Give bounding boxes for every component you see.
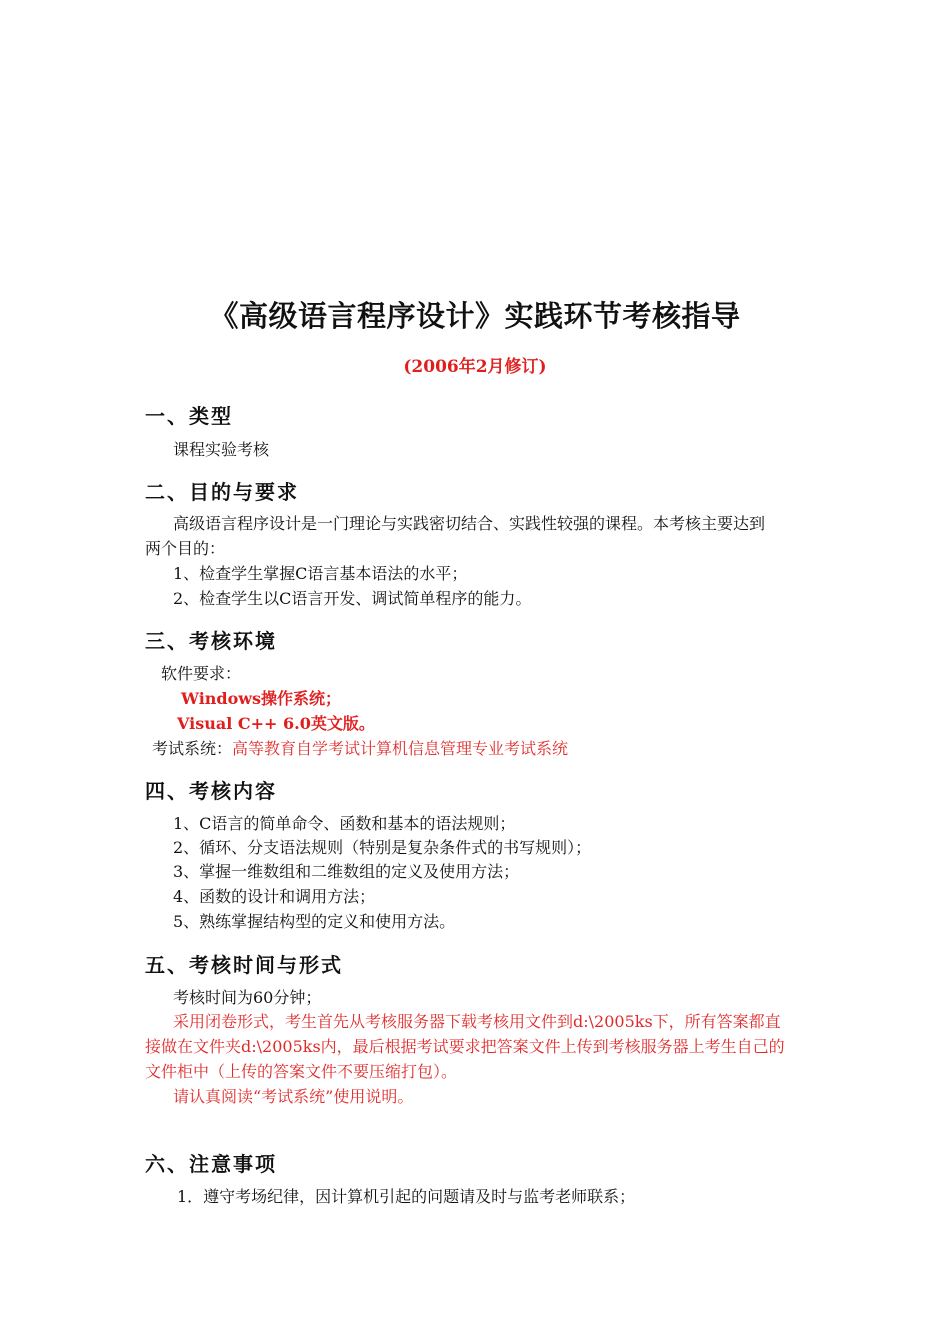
read-instructions: 请认真阅读“考试系统”使用说明。 xyxy=(173,1087,414,1106)
purpose-intro-line2: 两个目的： xyxy=(145,539,226,558)
purpose-item: 1、检查学生掌握C语言基本语法的水平； xyxy=(173,564,468,583)
content-item: 2、循环、分支语法规则（特别是复杂条件式的书写规则）； xyxy=(173,838,592,857)
section-heading-notes: 六、注意事项 xyxy=(145,1152,277,1176)
content-item: 3、掌握一维数组和二维数组的定义及使用方法； xyxy=(173,862,520,881)
exam-system-label: 考试系统： xyxy=(152,739,233,758)
os-requirement: Windows操作系统； xyxy=(181,689,342,708)
purpose-item: 2、检查学生以C语言开发、调试简单程序的能力。 xyxy=(173,589,532,608)
section-heading-content: 四、考核内容 xyxy=(145,779,277,803)
software-label: 软件要求： xyxy=(161,664,242,683)
section-heading-type: 一、类型 xyxy=(145,404,233,428)
document-title: 《高级语言程序设计》实践环节考核指导 xyxy=(209,299,741,333)
exam-system-value: 高等教育自学考试计算机信息管理专业考试系统 xyxy=(232,739,569,758)
notes-item: 1．遵守考场纪律，因计算机引起的问题请及时与监考老师联系； xyxy=(177,1187,636,1206)
exam-system-line xyxy=(152,737,568,761)
purpose-intro-line1: 高级语言程序设计是一门理论与实践密切结合、实践性较强的课程。本考核主要达到 xyxy=(173,514,766,533)
content-item: 1、C语言的简单命令、函数和基本的语法规则； xyxy=(173,814,516,833)
section-heading-purpose: 二、目的与要求 xyxy=(145,480,299,504)
exam-duration: 考核时间为60分钟； xyxy=(173,988,322,1007)
content-item: 5、熟练掌握结构型的定义和使用方法。 xyxy=(173,912,456,931)
exam-format-line1: 采用闭卷形式，考生首先从考核服务器下载考核用文件到d:\2005ks下，所有答案都直 xyxy=(173,1012,781,1031)
ide-requirement: Visual C++ 6.0英文版。 xyxy=(177,714,375,733)
content-item: 4、函数的设计和调用方法； xyxy=(173,887,376,906)
exam-format-line3: 文件柜中（上传的答案文件不要压缩打包）。 xyxy=(145,1062,458,1081)
section-heading-environment: 三、考核环境 xyxy=(145,629,277,653)
section-heading-time-format: 五、考核时间与形式 xyxy=(145,953,343,977)
revision-date: (2006年2月修订) xyxy=(403,357,547,377)
exam-format-line2: 接做在文件夹d:\2005ks内，最后根据考试要求把答案文件上传到考核服务器上考生自己的 xyxy=(145,1037,785,1056)
type-text: 课程实验考核 xyxy=(173,440,270,459)
